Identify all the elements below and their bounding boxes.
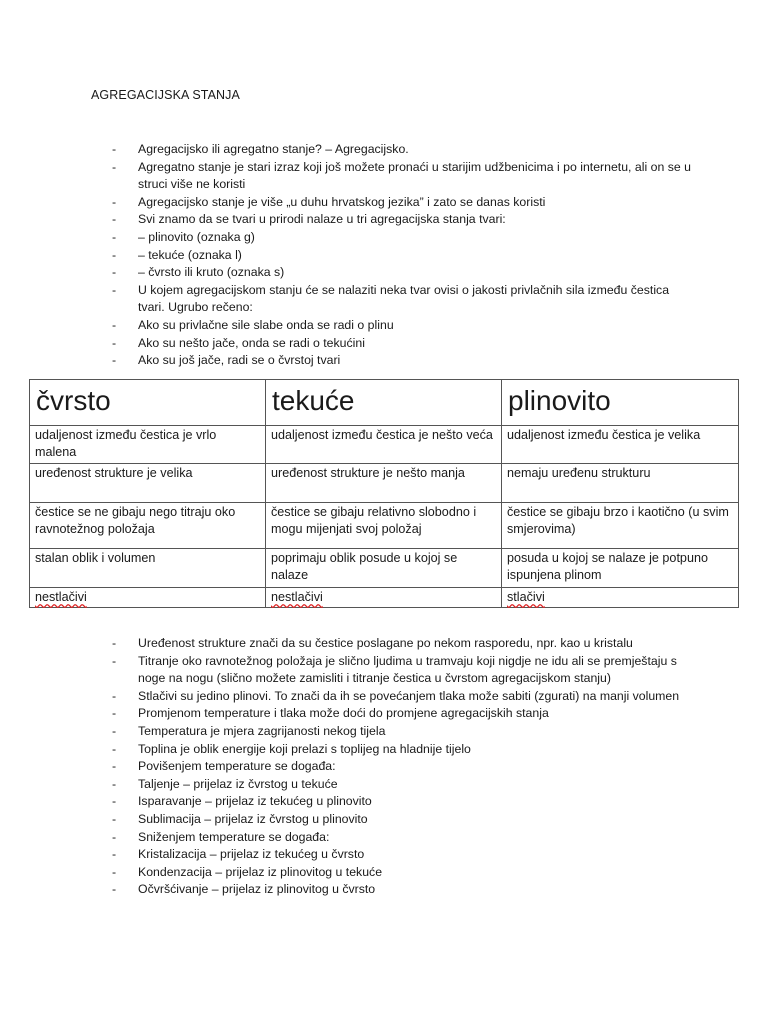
list-item: - Stlačivi su jedino plinovi. To znači da ih se povećanjem tlaka može sabiti (zgurati) na manji volumen <box>112 688 692 706</box>
dash-bullet: - <box>112 882 117 897</box>
list-item: - Taljenje – prijelaz iz čvrstog u tekuće <box>112 776 692 794</box>
dash-bullet: - <box>112 864 117 879</box>
table-row <box>30 426 739 464</box>
spellcheck-word: nestlačivi <box>271 590 323 604</box>
spellcheck-word: nestlačivi <box>35 590 87 604</box>
dash-bullet: - <box>112 759 117 774</box>
dash-bullet: - <box>112 706 117 721</box>
list-item: - U kojem agregacijskom stanju će se nalaziti neka tvar ovisi o jakosti privlačnih sila između čestica tvari. Ugrubo rečeno: <box>112 282 670 315</box>
list-item: - Toplina je oblik energije koji prelazi s toplijeg na hladnije tijelo <box>112 741 692 759</box>
intro-bullet-list <box>112 141 692 370</box>
table-cell: čestice se gibaju brzo i kaotično (u svim smjerovima) <box>502 503 739 549</box>
dash-bullet: - <box>112 142 117 156</box>
list-item: - Temperatura je mjera zagrijanosti nekog tijela <box>112 723 692 741</box>
dash-bullet: - <box>112 353 117 368</box>
dash-bullet: - <box>112 317 117 332</box>
dash-bullet: - <box>112 335 117 350</box>
dash-bullet: - <box>112 229 117 244</box>
dash-bullet: - <box>112 653 117 668</box>
dash-bullet: - <box>112 688 117 703</box>
spellcheck-word: stlačivi <box>507 590 545 604</box>
list-item: - Sniženjem temperature se događa: <box>112 829 692 847</box>
list-item: - Povišenjem temperature se događa: <box>112 758 692 776</box>
table-row <box>30 503 739 549</box>
table-cell: čestice se ne gibaju nego titraju oko ravnotežnog položaja <box>30 503 266 549</box>
list-item: - Uređenost strukture znači da su čestice poslagane po nekom rasporedu, npr. kao u kristalu <box>112 635 692 653</box>
dash-bullet: - <box>112 829 117 844</box>
header-solid: čvrsto <box>30 380 266 426</box>
dash-bullet: - <box>112 741 117 756</box>
dash-bullet: - <box>112 847 117 862</box>
list-item: - Ako su privlačne sile slabe onda se radi o plinu <box>112 317 692 335</box>
table-row <box>30 549 739 588</box>
table-cell <box>266 588 502 608</box>
list-item: - – plinovito (oznaka g) <box>112 229 692 247</box>
dash-bullet: - <box>112 159 117 174</box>
list-item: - – čvrsto ili kruto (oznaka s) <box>112 264 692 282</box>
dash-bullet: - <box>112 194 117 209</box>
table-cell: udaljenost između čestica je vrlo malena <box>30 426 266 464</box>
table-cell: udaljenost između čestica je velika <box>502 426 739 464</box>
table-cell <box>30 588 266 608</box>
states-comparison-table <box>29 379 739 608</box>
table-row <box>30 588 739 608</box>
dash-bullet: - <box>112 794 117 809</box>
dash-bullet: - <box>112 636 117 650</box>
table-cell: uređenost strukture je nešto manja <box>266 464 502 503</box>
list-item: - – tekuće (oznaka l) <box>112 247 692 265</box>
dash-bullet: - <box>112 265 117 280</box>
list-item: - Titranje oko ravnotežnog položaja je slično ljudima u tramvaju koji nigdje ne idu ali se premještaju s noge na nogu (slično možete zamisliti i titranje čestica u čvrstom agregacijskom stanju) <box>112 653 677 686</box>
list-item: - Kristalizacija – prijelaz iz tekućeg u čvrsto <box>112 846 692 864</box>
table-cell: uređenost strukture je velika <box>30 464 266 503</box>
dash-bullet: - <box>112 212 117 227</box>
list-item: - Ako su nešto jače, onda se radi o tekućini <box>112 335 692 353</box>
table-cell: poprimaju oblik posude u kojoj se nalaze <box>266 549 502 588</box>
table-header-row <box>30 380 739 426</box>
list-item: - Svi znamo da se tvari u prirodi nalaze u tri agregacijska stanja tvari: <box>112 211 692 229</box>
list-item: - Ako su još jače, radi se o čvrstoj tvari <box>112 352 692 370</box>
list-item: - Agregatno stanje je stari izraz koji još možete pronaći u starijim udžbenicima i po internetu, ali on se u struci više ne koristi <box>112 159 691 192</box>
notes-bullet-list <box>112 635 692 899</box>
list-item: - Isparavanje – prijelaz iz tekućeg u plinovito <box>112 793 692 811</box>
table-row <box>30 464 739 503</box>
list-item: - Kondenzacija – prijelaz iz plinovitog u tekuće <box>112 864 692 882</box>
table-cell: nemaju uređenu strukturu <box>502 464 739 503</box>
table-cell <box>502 588 739 608</box>
dash-bullet: - <box>112 811 117 826</box>
list-item: - Agregacijsko ili agregatno stanje? – Agregacijsko. <box>112 141 692 159</box>
table-cell: stalan oblik i volumen <box>30 549 266 588</box>
table-cell: udaljenost između čestica je nešto veća <box>266 426 502 464</box>
table-cell: čestice se gibaju relativno slobodno i mogu mijenjati svoj položaj <box>266 503 502 549</box>
dash-bullet: - <box>112 723 117 738</box>
dash-bullet: - <box>112 247 117 262</box>
list-item: - Promjenom temperature i tlaka može doći do promjene agregacijskih stanja <box>112 705 692 723</box>
header-gas: plinovito <box>502 380 739 426</box>
header-liquid: tekuće <box>266 380 502 426</box>
dash-bullet: - <box>112 282 117 297</box>
list-item: - Agregacijsko stanje je više „u duhu hrvatskog jezika” i zato se danas koristi <box>112 194 692 212</box>
dash-bullet: - <box>112 776 117 791</box>
table-cell: posuda u kojoj se nalaze je potpuno ispunjena plinom <box>502 549 739 588</box>
document-title: AGREGACIJSKA STANJA <box>91 88 240 102</box>
list-item: - Očvršćivanje – prijelaz iz plinovitog u čvrsto <box>112 881 692 899</box>
list-item: - Sublimacija – prijelaz iz čvrstog u plinovito <box>112 811 692 829</box>
